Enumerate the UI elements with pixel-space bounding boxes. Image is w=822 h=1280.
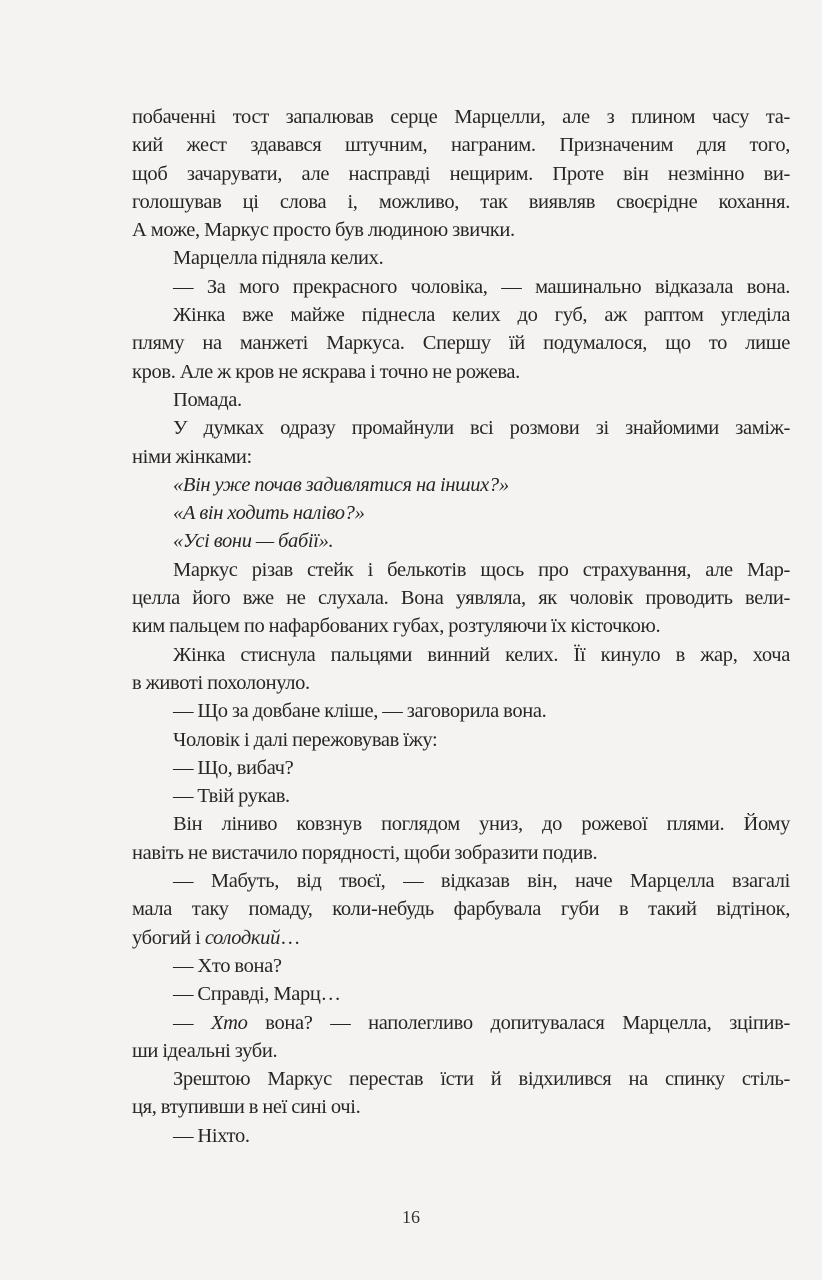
text-segment: Чоловік і далі пережовував їжу: — [173, 728, 438, 751]
text-segment: — Що за довбане кліше, — заговорила вона. — [173, 700, 547, 723]
text-segment: голошував ці слова і, можливо, так виявляв своєрідне кохання. — [132, 190, 790, 213]
text-segment: А може, Маркус просто був людиною звички. — [132, 219, 515, 242]
text-line — [132, 1009, 790, 1037]
text-segment: — Ніхто. — [173, 1124, 250, 1147]
text-line — [132, 754, 790, 782]
text-line — [132, 697, 790, 725]
text-segment: У думках одразу промайнули всі розмови зі знайомими заміж- — [173, 417, 790, 440]
text-line — [132, 188, 790, 216]
italic-text: солодкий — [204, 926, 280, 949]
text-line — [132, 924, 790, 952]
text-line — [132, 244, 790, 272]
text-line — [132, 103, 790, 131]
text-line — [132, 1122, 790, 1150]
text-segment: кров. Але ж кров не яскрава і точно не рожева. — [132, 360, 520, 383]
text-segment: німи жінками: — [132, 445, 252, 468]
text-segment: — Що, вибач? — [173, 756, 294, 779]
text-line — [132, 895, 790, 923]
text-line — [132, 131, 790, 159]
text-line — [132, 867, 790, 895]
text-segment: Він ліниво ковзнув поглядом униз, до рожевої плями. Йому — [173, 813, 790, 836]
text-line — [132, 952, 790, 980]
text-segment: щоб зачарувати, але насправді нещирим. Проте він незмінно ви- — [132, 162, 790, 185]
text-segment: — Справді, Марц… — [173, 983, 341, 1006]
text-segment: — — [173, 1011, 211, 1034]
text-line — [132, 782, 790, 810]
page-number: 16 — [402, 1207, 420, 1227]
text-line — [132, 1065, 790, 1093]
text-line — [132, 1093, 790, 1121]
text-line — [132, 471, 790, 499]
text-line — [132, 1037, 790, 1065]
text-segment: вона? — наполегливо допитувалася Марцелла, зціпив- — [247, 1011, 790, 1034]
text-line — [132, 527, 790, 555]
text-segment: — Хто вона? — [173, 954, 282, 977]
text-segment: — Твій рукав. — [173, 785, 290, 808]
text-segment: ця, втупивши в неї сині очі. — [132, 1096, 361, 1119]
text-line — [132, 414, 790, 442]
text-line — [132, 301, 790, 329]
italic-text: «Він уже почав задивлятися на інших?» — [173, 473, 509, 496]
text-segment: Жінка вже майже піднесла келих до губ, аж раптом угледіла — [173, 304, 790, 327]
text-segment: Зрештою Маркус перестав їсти й відхилився на спинку стіль- — [173, 1068, 790, 1091]
text-segment: целла його вже не слухала. Вона уявляла, як чоловік проводить вели- — [132, 587, 790, 610]
text-line — [132, 556, 790, 584]
text-line — [132, 160, 790, 188]
text-segment: убогий і — [132, 926, 205, 949]
text-line — [132, 980, 790, 1008]
text-segment: — За мого прекрасного чоловіка, — машинально відказала вона. — [173, 275, 790, 298]
text-segment: побаченні тост запалював серце Марцелли, але з плином часу та- — [132, 106, 790, 128]
text-line — [132, 273, 790, 301]
text-line — [132, 641, 790, 669]
text-line — [132, 216, 790, 244]
text-segment: Маркус різав стейк і белькотів щось про страхування, але Мар- — [173, 558, 790, 581]
text-line — [132, 499, 790, 527]
text-line — [132, 386, 790, 414]
text-segment: Жінка стиснула пальцями винний келих. Її кинуло в жар, хоча — [173, 643, 790, 666]
text-segment: ким пальцем по нафарбованих губах, розтуляючи їх кісточкою. — [132, 615, 661, 638]
text-line — [132, 584, 790, 612]
text-segment: мала таку помаду, коли-небудь фарбувала губи в такий відтінок, — [132, 898, 790, 921]
text-segment: в животі похолонуло. — [132, 671, 310, 694]
text-segment: навіть не вистачило порядності, щоби зобразити подив. — [132, 841, 598, 864]
text-line — [132, 810, 790, 838]
text-segment: … — [279, 926, 301, 949]
text-segment: кий жест здавався штучним, награним. Призначеним для того, — [132, 134, 790, 157]
text-line — [132, 669, 790, 697]
text-line — [132, 443, 790, 471]
text-line — [132, 612, 790, 640]
text-segment: Помада. — [173, 388, 242, 411]
text-line — [132, 726, 790, 754]
text-segment: — Мабуть, від твоєї, — відказав він, наче Марцелла взагалі — [173, 870, 790, 893]
text-segment: пляму на манжеті Маркуса. Спершу їй подумалося, що то лише — [132, 332, 790, 355]
text-segment: Марцелла підняла келих. — [173, 247, 384, 270]
text-line — [132, 358, 790, 386]
text-line — [132, 839, 790, 867]
text-line — [132, 329, 790, 357]
italic-text: «Усі вони — бабії». — [173, 530, 334, 553]
book-page-text — [132, 103, 790, 1150]
italic-text: Хто — [210, 1011, 248, 1034]
text-segment: ши ідеальні зуби. — [132, 1039, 278, 1062]
italic-text: «А він ходить наліво?» — [173, 502, 365, 525]
